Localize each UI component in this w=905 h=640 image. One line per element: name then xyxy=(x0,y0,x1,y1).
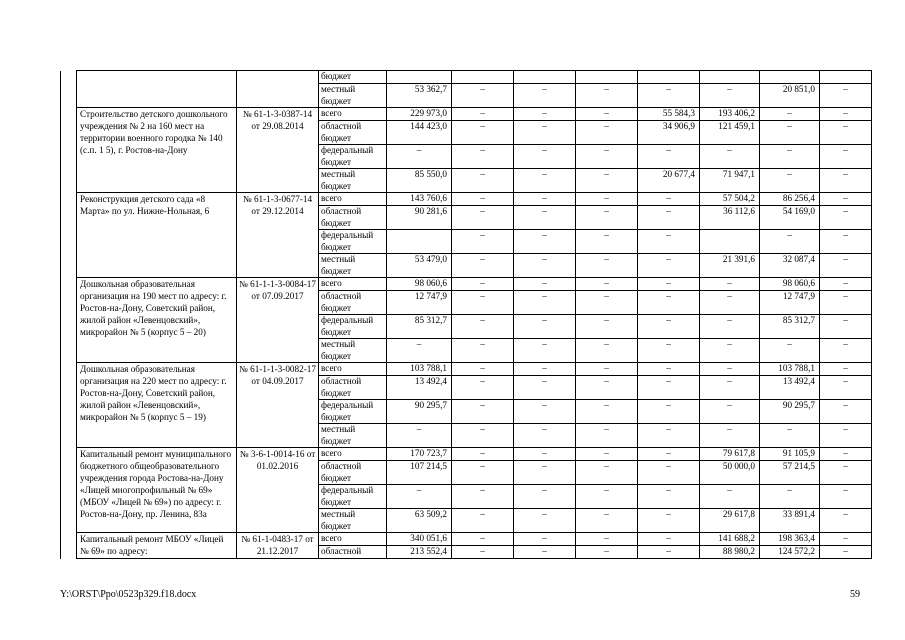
amount-cell xyxy=(820,71,872,84)
amount-cell: 12 747,9 xyxy=(387,291,452,315)
amount-cell: – xyxy=(452,339,514,363)
amount-cell: 85 312,7 xyxy=(760,315,820,339)
amount-cell: 213 552,4 xyxy=(387,546,452,559)
amount-cell: – xyxy=(638,145,700,169)
amount-cell: 36 112,6 xyxy=(700,206,760,230)
amount-cell: – xyxy=(638,400,700,424)
amount-cell: – xyxy=(514,206,576,230)
amount-cell: – xyxy=(820,546,872,559)
table-row xyxy=(61,278,872,291)
amount-cell: – xyxy=(820,509,872,533)
funding-source-cell: федеральный бюджет xyxy=(319,315,387,339)
amount-cell: – xyxy=(452,193,514,206)
amount-cell: – xyxy=(820,206,872,230)
amount-cell: – xyxy=(638,485,700,509)
funding-source-cell: местный бюджет xyxy=(319,509,387,533)
amount-cell: 55 584,3 xyxy=(638,108,700,121)
page-number: 59 xyxy=(850,589,860,600)
amount-cell: 98 060,6 xyxy=(760,278,820,291)
amount-cell: – xyxy=(700,84,760,108)
table-row xyxy=(61,363,872,376)
amount-cell: – xyxy=(514,230,576,254)
amount-cell: – xyxy=(514,376,576,400)
amount-cell: – xyxy=(820,400,872,424)
amount-cell: – xyxy=(576,339,638,363)
amount-cell: – xyxy=(576,376,638,400)
table-row xyxy=(61,108,872,121)
amount-cell: – xyxy=(576,546,638,559)
amount-cell: – xyxy=(638,193,700,206)
amount-cell: – xyxy=(638,461,700,485)
object-name-cell: Капитальный ремонт муниципального бюджетного общеобразовательного учреждения города Ростова-на-Дону «Лицей многопрофильный № 69» (МБОУ «Лицей № 69») по адресу: г. Ростов-на-Дону, пр. Ленина, 83а xyxy=(77,448,237,533)
amount-cell: – xyxy=(760,230,820,254)
amount-cell: 193 406,2 xyxy=(700,108,760,121)
amount-cell: – xyxy=(514,363,576,376)
amount-cell: – xyxy=(700,376,760,400)
amount-cell: – xyxy=(638,448,700,461)
amount-cell: – xyxy=(514,84,576,108)
funding-source-cell: федеральный бюджет xyxy=(319,230,387,254)
amount-cell: – xyxy=(638,206,700,230)
amount-cell: – xyxy=(700,339,760,363)
amount-cell: 124 572,2 xyxy=(760,546,820,559)
amount-cell: – xyxy=(638,291,700,315)
amount-cell: – xyxy=(820,448,872,461)
amount-cell: – xyxy=(700,400,760,424)
amount-cell: – xyxy=(514,485,576,509)
amount-cell: – xyxy=(514,315,576,339)
amount-cell: – xyxy=(452,145,514,169)
amount-cell: – xyxy=(638,533,700,546)
amount-cell: – xyxy=(576,121,638,145)
amount-cell: – xyxy=(576,424,638,448)
amount-cell: – xyxy=(387,424,452,448)
amount-cell: 340 051,6 xyxy=(387,533,452,546)
amount-cell: – xyxy=(820,193,872,206)
amount-cell: – xyxy=(700,315,760,339)
amount-cell xyxy=(514,71,576,84)
amount-cell: – xyxy=(514,546,576,559)
amount-cell: 121 459,1 xyxy=(700,121,760,145)
amount-cell: – xyxy=(452,169,514,193)
funding-source-cell: федеральный бюджет xyxy=(319,485,387,509)
amount-cell: – xyxy=(576,193,638,206)
amount-cell: – xyxy=(700,485,760,509)
registry-number-cell: № 61-1-0483-17 от 21.12.2017 xyxy=(237,533,319,559)
amount-cell: – xyxy=(820,84,872,108)
table-row xyxy=(61,193,872,206)
funding-source-cell: федеральный бюджет xyxy=(319,145,387,169)
funding-source-cell: местный бюджет xyxy=(319,169,387,193)
amount-cell: – xyxy=(820,363,872,376)
amount-cell: – xyxy=(452,509,514,533)
amount-cell: – xyxy=(576,230,638,254)
amount-cell: – xyxy=(700,291,760,315)
amount-cell: 32 087,4 xyxy=(760,254,820,278)
table-body xyxy=(61,71,872,559)
amount-cell: – xyxy=(514,254,576,278)
margin-cell xyxy=(61,448,77,533)
amount-cell: 13 492,4 xyxy=(387,376,452,400)
amount-cell: 13 492,4 xyxy=(760,376,820,400)
funding-source-cell: областной бюджет xyxy=(319,461,387,485)
amount-cell: – xyxy=(760,424,820,448)
amount-cell: – xyxy=(820,376,872,400)
amount-cell: – xyxy=(514,278,576,291)
funding-source-cell: местный бюджет xyxy=(319,84,387,108)
amount-cell: – xyxy=(514,461,576,485)
amount-cell: – xyxy=(760,169,820,193)
amount-cell: – xyxy=(452,206,514,230)
funding-source-cell: всего xyxy=(319,363,387,376)
amount-cell: 107 214,5 xyxy=(387,461,452,485)
amount-cell: – xyxy=(638,509,700,533)
amount-cell: 21 391,6 xyxy=(700,254,760,278)
amount-cell xyxy=(576,71,638,84)
table-row xyxy=(61,448,872,461)
amount-cell: – xyxy=(387,485,452,509)
registry-number-cell xyxy=(237,71,319,108)
amount-cell: – xyxy=(576,400,638,424)
amount-cell: – xyxy=(576,448,638,461)
amount-cell: – xyxy=(576,315,638,339)
amount-cell: – xyxy=(452,84,514,108)
amount-cell: – xyxy=(576,461,638,485)
amount-cell: – xyxy=(452,254,514,278)
funding-source-cell: областной xyxy=(319,546,387,559)
amount-cell: – xyxy=(760,485,820,509)
amount-cell: – xyxy=(700,424,760,448)
amount-cell: 53 479,0 xyxy=(387,254,452,278)
document-path: Y:\ORST\Ppo\0523p329.f18.docx xyxy=(60,589,197,600)
amount-cell: – xyxy=(452,230,514,254)
funding-source-cell: местный бюджет xyxy=(319,254,387,278)
object-name-cell: Реконструкция детского сада «8 Марта» по ул. Нижне-Нольная, 6 xyxy=(77,193,237,278)
amount-cell: – xyxy=(820,339,872,363)
amount-cell: – xyxy=(452,376,514,400)
amount-cell: – xyxy=(452,533,514,546)
amount-cell: – xyxy=(760,108,820,121)
amount-cell: – xyxy=(452,121,514,145)
object-name-cell xyxy=(77,71,237,108)
amount-cell: – xyxy=(452,108,514,121)
amount-cell: – xyxy=(576,533,638,546)
amount-cell xyxy=(387,230,452,254)
funding-source-cell: областной бюджет xyxy=(319,121,387,145)
amount-cell: 57 504,2 xyxy=(700,193,760,206)
amount-cell: – xyxy=(638,546,700,559)
funding-source-cell: областной бюджет xyxy=(319,291,387,315)
margin-cell xyxy=(61,363,77,448)
amount-cell: – xyxy=(452,485,514,509)
amount-cell: 143 760,6 xyxy=(387,193,452,206)
amount-cell: – xyxy=(452,448,514,461)
registry-number-cell: № 3-6-1-0014-16 от 01.02.2016 xyxy=(237,448,319,533)
amount-cell: – xyxy=(820,121,872,145)
margin-cell xyxy=(61,108,77,193)
amount-cell: 54 169,0 xyxy=(760,206,820,230)
amount-cell: 50 000,0 xyxy=(700,461,760,485)
amount-cell: – xyxy=(820,254,872,278)
amount-cell: – xyxy=(820,278,872,291)
object-name-cell: Капитальный ремонт МБОУ «Лицей № 69» по адресу: xyxy=(77,533,237,559)
amount-cell xyxy=(638,71,700,84)
amount-cell: – xyxy=(452,461,514,485)
amount-cell: 53 362,7 xyxy=(387,84,452,108)
amount-cell: – xyxy=(700,363,760,376)
budget-table xyxy=(60,70,872,559)
amount-cell xyxy=(760,71,820,84)
amount-cell: – xyxy=(576,206,638,230)
amount-cell: 88 980,2 xyxy=(700,546,760,559)
amount-cell: – xyxy=(514,424,576,448)
amount-cell: – xyxy=(452,363,514,376)
amount-cell: 144 423,0 xyxy=(387,121,452,145)
amount-cell: – xyxy=(514,400,576,424)
registry-number-cell: № 61-1-1-3-0082-17 от 04.09.2017 xyxy=(237,363,319,448)
amount-cell: 79 617,8 xyxy=(700,448,760,461)
object-name-cell: Дошкольная образовательная организация на 220 мест по адресу: г. Ростов-на-Дону, Советский район, жилой район «Левенцовский», микрорайон № 5 (корпус 5 – 19) xyxy=(77,363,237,448)
amount-cell: – xyxy=(514,533,576,546)
amount-cell xyxy=(700,230,760,254)
amount-cell: – xyxy=(820,291,872,315)
amount-cell: – xyxy=(820,145,872,169)
amount-cell: 85 312,7 xyxy=(387,315,452,339)
amount-cell: – xyxy=(576,509,638,533)
amount-cell: 91 105,9 xyxy=(760,448,820,461)
margin-cell xyxy=(61,193,77,278)
funding-source-cell: всего xyxy=(319,193,387,206)
registry-number-cell: № 61-1-3-0677-14 от 29.12.2014 xyxy=(237,193,319,278)
amount-cell: – xyxy=(638,278,700,291)
amount-cell: 71 947,1 xyxy=(700,169,760,193)
amount-cell: 90 295,7 xyxy=(387,400,452,424)
amount-cell: 34 906,9 xyxy=(638,121,700,145)
registry-number-cell: № 61-1-1-3-0084-17 от 07.09.2017 xyxy=(237,278,319,363)
funding-source-cell: федеральный бюджет xyxy=(319,400,387,424)
amount-cell: – xyxy=(576,363,638,376)
amount-cell: – xyxy=(387,339,452,363)
amount-cell: 12 747,9 xyxy=(760,291,820,315)
amount-cell: – xyxy=(700,145,760,169)
amount-cell: – xyxy=(638,376,700,400)
amount-cell: 198 363,4 xyxy=(760,533,820,546)
amount-cell: 90 295,7 xyxy=(760,400,820,424)
amount-cell: – xyxy=(452,546,514,559)
funding-source-cell: всего xyxy=(319,533,387,546)
margin-cell xyxy=(61,533,77,559)
amount-cell: 103 788,1 xyxy=(760,363,820,376)
funding-source-cell: областной бюджет xyxy=(319,206,387,230)
amount-cell: – xyxy=(452,424,514,448)
amount-cell: – xyxy=(760,145,820,169)
amount-cell: – xyxy=(820,461,872,485)
amount-cell: – xyxy=(576,108,638,121)
funding-source-cell: всего xyxy=(319,448,387,461)
amount-cell: – xyxy=(576,278,638,291)
amount-cell: – xyxy=(760,339,820,363)
object-name-cell: Строительство детского дошкольного учреждения № 2 на 160 мест на территории военного городка № 140 (с.п. 1 5), г. Ростов-на-Дону xyxy=(77,108,237,193)
amount-cell: – xyxy=(638,339,700,363)
amount-cell: 229 973,0 xyxy=(387,108,452,121)
amount-cell: – xyxy=(576,485,638,509)
amount-cell: – xyxy=(820,485,872,509)
amount-cell: – xyxy=(820,315,872,339)
amount-cell: – xyxy=(514,145,576,169)
amount-cell: – xyxy=(452,291,514,315)
amount-cell: 103 788,1 xyxy=(387,363,452,376)
amount-cell: – xyxy=(638,315,700,339)
amount-cell: – xyxy=(820,169,872,193)
amount-cell: – xyxy=(514,121,576,145)
amount-cell: – xyxy=(514,509,576,533)
amount-cell: 33 891,4 xyxy=(760,509,820,533)
amount-cell: – xyxy=(638,84,700,108)
amount-cell: 85 550,0 xyxy=(387,169,452,193)
amount-cell: 98 060,6 xyxy=(387,278,452,291)
amount-cell xyxy=(700,71,760,84)
amount-cell: 63 509,2 xyxy=(387,509,452,533)
amount-cell: 86 256,4 xyxy=(760,193,820,206)
amount-cell: – xyxy=(387,145,452,169)
amount-cell: – xyxy=(820,230,872,254)
amount-cell: – xyxy=(820,533,872,546)
margin-cell xyxy=(61,71,77,108)
funding-source-cell: всего xyxy=(319,278,387,291)
amount-cell: 90 281,6 xyxy=(387,206,452,230)
table-row xyxy=(61,71,872,84)
amount-cell: – xyxy=(576,84,638,108)
amount-cell: 29 617,8 xyxy=(700,509,760,533)
amount-cell: 20 677,4 xyxy=(638,169,700,193)
amount-cell: – xyxy=(576,291,638,315)
object-name-cell: Дошкольная образовательная организация на 190 мест по адресу: г. Ростов-на-Дону, Советский район, жилой район «Левенцовский», микрорайон № 5 (корпус 5 – 20) xyxy=(77,278,237,363)
registry-number-cell: № 61-1-3-0387-14 от 29.08.2014 xyxy=(237,108,319,193)
amount-cell: – xyxy=(760,121,820,145)
amount-cell: – xyxy=(514,448,576,461)
amount-cell: – xyxy=(514,291,576,315)
amount-cell: – xyxy=(514,339,576,363)
amount-cell: – xyxy=(452,315,514,339)
amount-cell: – xyxy=(638,230,700,254)
table-row xyxy=(61,533,872,546)
amount-cell: – xyxy=(576,145,638,169)
amount-cell: – xyxy=(514,108,576,121)
amount-cell: – xyxy=(638,254,700,278)
amount-cell: – xyxy=(576,169,638,193)
funding-source-cell: местный бюджет xyxy=(319,424,387,448)
funding-source-cell: бюджет xyxy=(319,71,387,84)
amount-cell: – xyxy=(452,278,514,291)
amount-cell: – xyxy=(452,400,514,424)
amount-cell: – xyxy=(514,193,576,206)
margin-cell xyxy=(61,278,77,363)
amount-cell: 20 851,0 xyxy=(760,84,820,108)
funding-source-cell: местный бюджет xyxy=(319,339,387,363)
amount-cell: – xyxy=(700,278,760,291)
amount-cell: – xyxy=(638,424,700,448)
amount-cell: – xyxy=(638,363,700,376)
amount-cell: 170 723,7 xyxy=(387,448,452,461)
funding-source-cell: областной бюджет xyxy=(319,376,387,400)
amount-cell: – xyxy=(514,169,576,193)
funding-source-cell: всего xyxy=(319,108,387,121)
amount-cell: – xyxy=(576,254,638,278)
amount-cell: 141 688,2 xyxy=(700,533,760,546)
amount-cell: – xyxy=(820,424,872,448)
amount-cell: – xyxy=(820,108,872,121)
amount-cell xyxy=(452,71,514,84)
amount-cell: 57 214,5 xyxy=(760,461,820,485)
amount-cell xyxy=(387,71,452,84)
